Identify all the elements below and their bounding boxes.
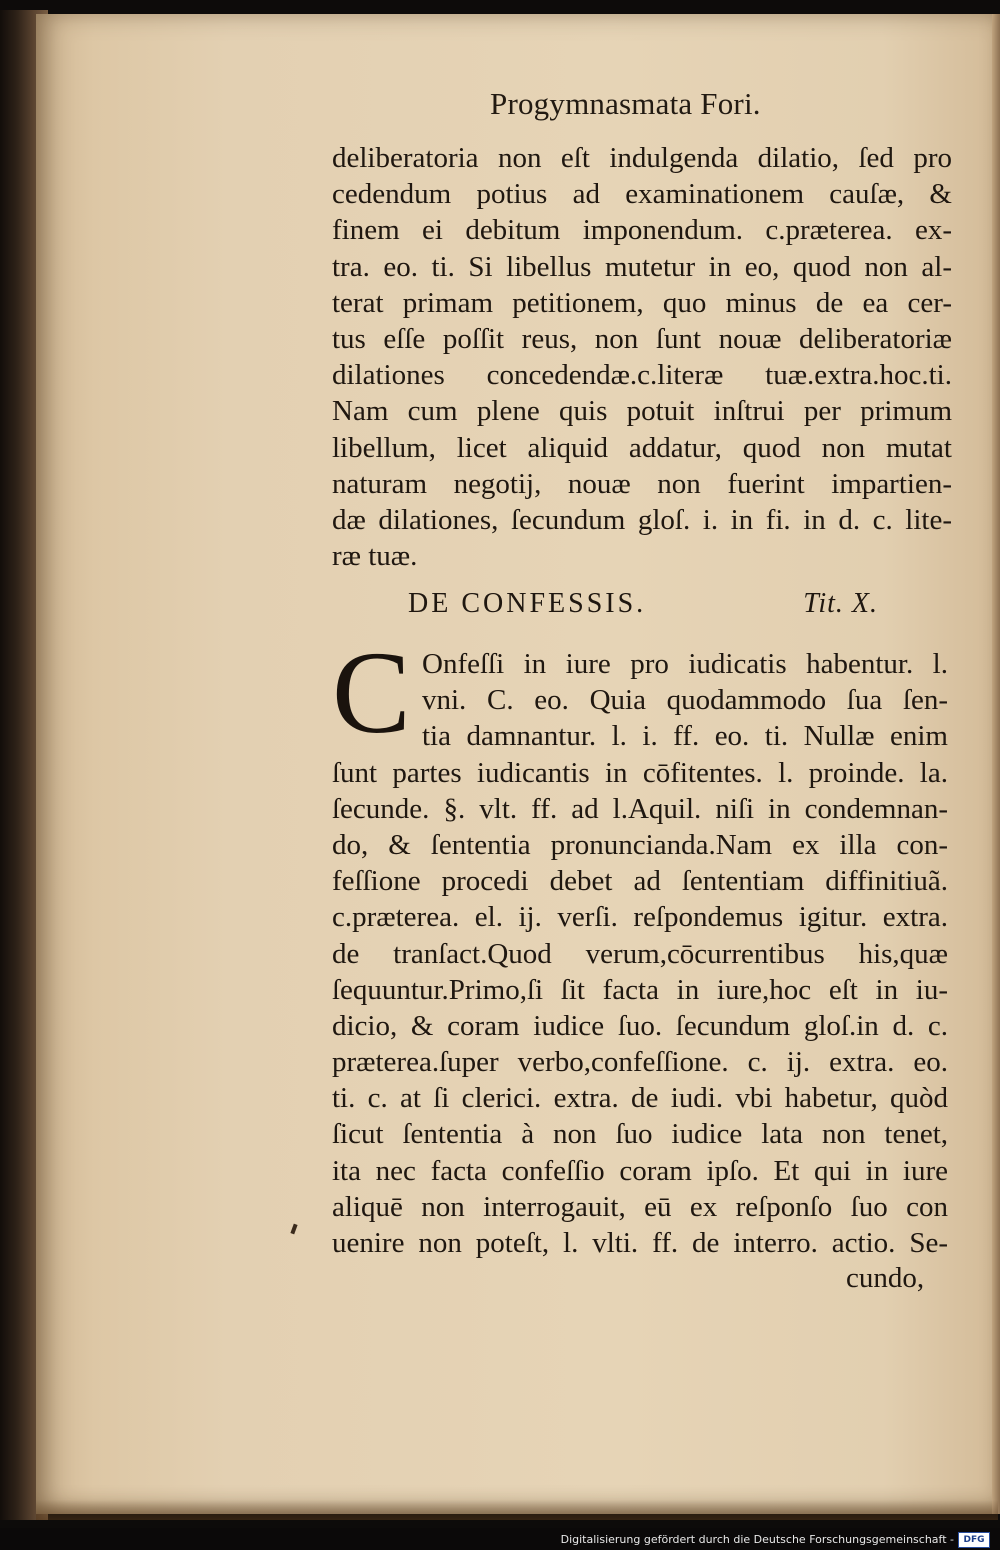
section-title: DE CONFESSIS. — [408, 588, 647, 619]
text-line: ræ tuæ. — [332, 540, 418, 573]
text-line: ſequuntur.Primo,ſi ſit facta in iure,hoc eſt in iu- — [332, 973, 948, 1006]
text-line: libellum, licet aliquid addatur, quod non mutat — [332, 431, 952, 464]
text-line: ſecunde. §. vlt. ff. ad l.Aquil. niſi in condemnan- — [332, 792, 948, 825]
text-line: aliquē non interrogauit, eū ex reſponſo ſuo con — [332, 1190, 948, 1223]
text-line: ſicut ſententia à non ſuo iudice lata non tenet, — [332, 1118, 948, 1151]
text-line: c.prætereа. el. ij. verſi. reſpondemus igitur. extra. — [332, 901, 948, 934]
upper-text-block — [332, 140, 952, 574]
text-line: Onfeſſi in iure pro iudicatis habentur. l. — [422, 648, 948, 680]
dfg-logo: DFG — [958, 1532, 990, 1548]
section-heading — [408, 588, 878, 620]
text-line: dicio, & coram iudice ſuo. ſecundum gloſ.in d. c. — [332, 1009, 948, 1042]
text-line: tia damnantur. l. i. ff. eo. ti. Nullæ enim — [422, 720, 948, 753]
text-line: ti. c. at ſi clerici. extra. de iudi. vbi habetur, quòd — [332, 1082, 948, 1115]
text-line: Nam cum plene quis potuit inſtrui per primum — [332, 395, 952, 428]
text-line: prætereа.ſuper verbo,confeſſione. c. ij. extra. eo. — [332, 1046, 948, 1079]
text-line: terat primam petitionem, quo minus de ea cer- — [332, 286, 952, 319]
text-line: de tranſact.Quod verum,cōcurrentibus his,quæ — [332, 937, 948, 970]
section-number: Tit. X. — [803, 588, 878, 619]
page-fore-edge — [992, 14, 1000, 1514]
catchword: cundo, — [846, 1262, 925, 1294]
text-line: do, & ſententia pronuncianda.Nam ex illa con- — [332, 828, 948, 861]
text-line: ſunt partes iudicantis in cōfitentes. l. proinde. la. — [332, 756, 948, 789]
text-line: vni. C. eo. Quia quodammodo ſua ſen- — [422, 684, 948, 717]
body-text-block — [332, 646, 948, 1261]
text-line: dilationes concedendæ.c.literæ tuæ.extra.hoc.ti. — [332, 359, 952, 392]
page-bottom-shadow — [36, 1500, 998, 1520]
text-line: cedendum potius ad examinationem cauſæ, & — [332, 178, 952, 211]
running-head: Progymnasmata Fori. — [490, 86, 761, 121]
text-line: uenire non poteſt, l. vlti. ff. de interro. actio. Se- — [332, 1227, 948, 1259]
text-line: naturam negotij, nouæ non fuerint impartien- — [332, 467, 952, 500]
text-line: ita nec facta confeſſio coram ipſo. Et qui in iure — [332, 1154, 948, 1187]
text-line: deliberatoria non eſt indulgenda dilatio, ſed pro — [332, 142, 952, 174]
text-line: tus eſſe poſſit reus, non ſunt nouæ deliberatoriæ — [332, 322, 952, 355]
text-line: feſſione procedi debet ad ſententiam diffinitiuã. — [332, 865, 948, 898]
text-line: dæ dilationes, ſecundum gloſ. i. in fi. in d. c. lite- — [332, 503, 952, 536]
decorated-initial: C — [332, 627, 411, 758]
footer-credit: Digitalisierung gefördert durch die Deutsche Forschungsgemeinschaft - — [560, 1533, 954, 1546]
text-line: tra. eo. ti. Si libellus mutetur in eo, quod non al- — [332, 250, 952, 283]
text-line: finem ei debitum imponendum. c.prætereа. ex- — [332, 214, 952, 247]
